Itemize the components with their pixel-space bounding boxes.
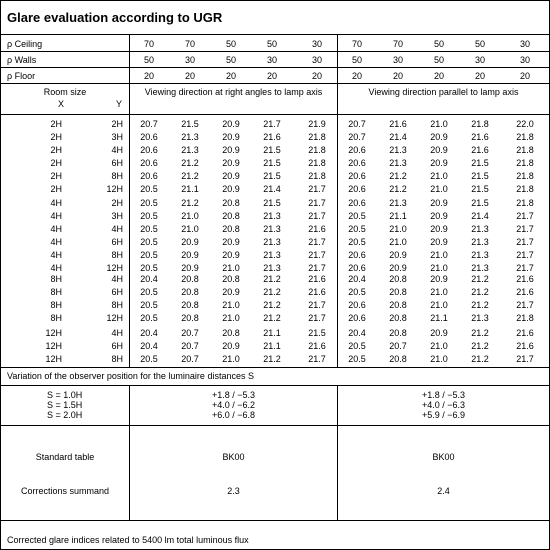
ugr-value: 20.8 xyxy=(389,287,407,297)
ugr-value: 21.3 xyxy=(389,158,407,168)
ugr-value: 20.6 xyxy=(348,300,366,310)
ugr-value: 21.2 xyxy=(181,171,199,181)
room-y: 4H xyxy=(111,274,123,284)
ugr-value: 21.8 xyxy=(516,198,534,208)
reflectance-value: 50 xyxy=(474,39,485,49)
variation-right: +6.0 / −6.8 xyxy=(211,410,256,420)
room-y: 6H xyxy=(111,237,123,247)
ugr-value: 21.7 xyxy=(516,224,534,234)
ugr-value: 21.1 xyxy=(430,313,448,323)
ugr-value: 20.9 xyxy=(430,211,448,221)
ugr-value: 21.8 xyxy=(516,145,534,155)
ugr-value: 21.8 xyxy=(516,184,534,194)
ugr-value: 20.5 xyxy=(140,263,158,273)
ugr-value: 20.8 xyxy=(181,274,199,284)
ugr-value: 20.8 xyxy=(181,313,199,323)
ugr-value: 20.5 xyxy=(140,300,158,310)
divider xyxy=(1,83,549,84)
ugr-value: 21.0 xyxy=(430,287,448,297)
ugr-value: 21.2 xyxy=(263,287,281,297)
ugr-value: 21.7 xyxy=(516,263,534,273)
ugr-value: 20.9 xyxy=(222,145,240,155)
variation-right: +1.8 / −5.3 xyxy=(211,390,256,400)
ugr-value: 21.2 xyxy=(471,354,489,364)
ugr-value: 20.7 xyxy=(348,119,366,129)
ugr-value: 20.5 xyxy=(348,341,366,351)
corrections-label: Corrections summand xyxy=(20,486,110,496)
room-y: 6H xyxy=(111,158,123,168)
ugr-value: 20.4 xyxy=(348,328,366,338)
reflectance-value: 30 xyxy=(311,55,322,65)
ugr-value: 21.0 xyxy=(430,184,448,194)
ugr-value: 20.8 xyxy=(181,287,199,297)
ugr-value: 21.0 xyxy=(222,313,240,323)
ugr-value: 21.0 xyxy=(181,211,199,221)
ugr-value: 20.6 xyxy=(140,132,158,142)
ugr-value: 20.5 xyxy=(140,287,158,297)
ugr-value: 21.4 xyxy=(471,211,489,221)
ugr-value: 21.8 xyxy=(308,132,326,142)
divider xyxy=(1,67,549,68)
ugr-value: 21.0 xyxy=(430,171,448,181)
ugr-value: 21.8 xyxy=(308,171,326,181)
ugr-value: 21.7 xyxy=(516,250,534,260)
ugr-value: 20.8 xyxy=(389,300,407,310)
room-x: 2H xyxy=(50,132,62,142)
ugr-value: 20.7 xyxy=(389,341,407,351)
ugr-value: 21.7 xyxy=(308,313,326,323)
ugr-value: 21.0 xyxy=(430,341,448,351)
divider xyxy=(1,51,549,52)
divider xyxy=(1,34,549,35)
ugr-value: 20.9 xyxy=(430,145,448,155)
ugr-value: 21.2 xyxy=(263,313,281,323)
variation-s: S = 1.0H xyxy=(47,390,83,400)
ugr-value: 21.0 xyxy=(222,263,240,273)
ugr-value: 20.8 xyxy=(222,198,240,208)
room-y: 2H xyxy=(111,119,123,129)
reflectance-value: 20 xyxy=(474,71,485,81)
ugr-value: 21.2 xyxy=(181,198,199,208)
ugr-value: 21.0 xyxy=(222,300,240,310)
reflectance-value: 30 xyxy=(519,55,530,65)
ugr-value: 20.8 xyxy=(389,313,407,323)
ugr-value: 20.9 xyxy=(430,274,448,284)
room-y: 8H xyxy=(111,250,123,260)
variation-s: S = 1.5H xyxy=(47,400,83,410)
ugr-value: 21.4 xyxy=(263,184,281,194)
room-x: 4H xyxy=(50,237,62,247)
ugr-value: 20.6 xyxy=(348,184,366,194)
ugr-value: 20.6 xyxy=(348,313,366,323)
divider xyxy=(1,114,549,115)
room-y: 6H xyxy=(111,287,123,297)
reflectance-value: 50 xyxy=(143,55,154,65)
ugr-value: 21.6 xyxy=(308,341,326,351)
ugr-value: 21.3 xyxy=(471,237,489,247)
ugr-value: 20.4 xyxy=(140,328,158,338)
ugr-value: 21.7 xyxy=(308,237,326,247)
ugr-value: 20.9 xyxy=(430,132,448,142)
ugr-value: 21.2 xyxy=(263,354,281,364)
ugr-value: 21.5 xyxy=(471,198,489,208)
ugr-value: 21.2 xyxy=(471,341,489,351)
room-x: 8H xyxy=(50,287,62,297)
ugr-value: 20.8 xyxy=(181,300,199,310)
ugr-value: 21.3 xyxy=(389,198,407,208)
ugr-value: 20.8 xyxy=(222,211,240,221)
reflectance-value: 20 xyxy=(351,71,362,81)
ugr-value: 21.8 xyxy=(471,119,489,129)
ugr-value: 20.9 xyxy=(222,158,240,168)
reflectance-value: 20 xyxy=(184,71,195,81)
ugr-value: 20.9 xyxy=(389,263,407,273)
room-x: 12H xyxy=(45,354,62,364)
variation-parallel: +5.9 / −6.9 xyxy=(421,410,466,420)
ugr-value: 20.9 xyxy=(181,263,199,273)
ugr-value: 20.5 xyxy=(348,237,366,247)
reflectance-value: 30 xyxy=(474,55,485,65)
ugr-value: 20.8 xyxy=(222,274,240,284)
ugr-value: 20.9 xyxy=(430,328,448,338)
ugr-value: 21.2 xyxy=(389,184,407,194)
ugr-value: 20.9 xyxy=(222,184,240,194)
ugr-value: 21.3 xyxy=(471,313,489,323)
variation-s: S = 2.0H xyxy=(47,410,83,420)
x-label: X xyxy=(57,99,64,109)
ugr-value: 21.6 xyxy=(389,119,407,129)
ugr-value: 21.4 xyxy=(389,132,407,142)
ugr-value: 21.3 xyxy=(263,263,281,273)
reflectance-value: 20 xyxy=(143,71,154,81)
ugr-value: 21.2 xyxy=(471,274,489,284)
ugr-value: 21.1 xyxy=(389,211,407,221)
ugr-value: 21.0 xyxy=(430,354,448,364)
ugr-value: 21.3 xyxy=(263,224,281,234)
ugr-value: 21.8 xyxy=(516,171,534,181)
ugr-value: 21.7 xyxy=(516,211,534,221)
ugr-value: 21.7 xyxy=(308,211,326,221)
ugr-value: 21.9 xyxy=(308,119,326,129)
ugr-value: 21.5 xyxy=(471,171,489,181)
ugr-value: 21.5 xyxy=(471,184,489,194)
ugr-value: 20.9 xyxy=(430,198,448,208)
room-x: 8H xyxy=(50,313,62,323)
ugr-value: 21.7 xyxy=(516,354,534,364)
room-x: 2H xyxy=(50,184,62,194)
ugr-value: 20.9 xyxy=(430,158,448,168)
ugr-value: 20.9 xyxy=(430,237,448,247)
reflectance-value: 50 xyxy=(351,55,362,65)
ugr-value: 21.8 xyxy=(308,158,326,168)
page-title: Glare evaluation according to UGR xyxy=(7,10,223,25)
room-x: 2H xyxy=(50,171,62,181)
divider xyxy=(337,34,338,115)
room-y: 12H xyxy=(106,263,123,273)
ugr-value: 21.3 xyxy=(181,145,199,155)
standard-table-label: Standard table xyxy=(35,452,95,462)
reflectance-value: 50 xyxy=(433,55,444,65)
corrections-parallel: 2.4 xyxy=(437,486,450,496)
ugr-value: 21.6 xyxy=(308,274,326,284)
ugr-value: 21.2 xyxy=(181,158,199,168)
ugr-value: 21.2 xyxy=(263,300,281,310)
ugr-value: 21.6 xyxy=(471,132,489,142)
variation-label: Variation of the observer position for the luminaire distances S xyxy=(7,371,254,381)
room-y: 12H xyxy=(106,313,123,323)
room-y: 3H xyxy=(111,211,123,221)
reflectance-value: 30 xyxy=(392,55,403,65)
ugr-value: 20.8 xyxy=(222,224,240,234)
room-x: 12H xyxy=(45,341,62,351)
ugr-value: 20.5 xyxy=(140,211,158,221)
ugr-value: 20.9 xyxy=(222,237,240,247)
ugr-value: 20.9 xyxy=(222,341,240,351)
ugr-value: 21.8 xyxy=(516,132,534,142)
reflectance-value: 30 xyxy=(184,55,195,65)
ugr-value: 21.0 xyxy=(222,354,240,364)
ugr-value: 20.7 xyxy=(181,341,199,351)
ugr-value: 21.0 xyxy=(389,237,407,247)
ugr-value: 21.8 xyxy=(516,158,534,168)
ugr-value: 21.5 xyxy=(263,145,281,155)
reflectance-value: 70 xyxy=(351,39,362,49)
ugr-value: 20.7 xyxy=(140,119,158,129)
ugr-value: 21.6 xyxy=(263,132,281,142)
ugr-value: 21.0 xyxy=(430,250,448,260)
reflectance-value: 50 xyxy=(225,55,236,65)
ugr-value: 20.9 xyxy=(222,132,240,142)
divider xyxy=(1,520,549,521)
ugr-value: 20.6 xyxy=(140,171,158,181)
ugr-value: 21.5 xyxy=(471,158,489,168)
view-parallel-header: Viewing direction parallel to lamp axis xyxy=(368,87,519,97)
ugr-value: 20.7 xyxy=(348,132,366,142)
footer-note: Corrected glare indices related to 5400 lm total luminous flux xyxy=(7,535,249,545)
ugr-value: 21.1 xyxy=(181,184,199,194)
ugr-value: 21.5 xyxy=(181,119,199,129)
reflectance-value: 20 xyxy=(225,71,236,81)
ugr-value: 20.6 xyxy=(348,145,366,155)
ugr-value: 20.5 xyxy=(140,198,158,208)
room-x: 2H xyxy=(50,145,62,155)
standard-table-parallel: BK00 xyxy=(432,452,455,462)
ugr-value: 21.8 xyxy=(308,145,326,155)
ugr-value: 20.6 xyxy=(348,250,366,260)
ugr-value: 21.7 xyxy=(308,250,326,260)
ugr-value: 20.5 xyxy=(348,354,366,364)
ugr-value: 20.8 xyxy=(389,274,407,284)
room-x: 2H xyxy=(50,119,62,129)
reflectance-label: ρ Ceiling xyxy=(7,39,43,49)
ugr-value: 20.9 xyxy=(222,287,240,297)
room-y: 6H xyxy=(111,341,123,351)
ugr-value: 20.5 xyxy=(348,287,366,297)
ugr-value: 20.9 xyxy=(181,250,199,260)
divider xyxy=(1,367,549,368)
ugr-value: 21.6 xyxy=(471,145,489,155)
room-size-label: Room size xyxy=(43,87,87,97)
ugr-value: 20.7 xyxy=(181,354,199,364)
ugr-value: 21.8 xyxy=(516,313,534,323)
reflectance-value: 20 xyxy=(392,71,403,81)
ugr-value: 21.0 xyxy=(430,300,448,310)
room-x: 8H xyxy=(50,274,62,284)
standard-table-right: BK00 xyxy=(222,452,245,462)
ugr-value: 21.0 xyxy=(430,119,448,129)
room-x: 8H xyxy=(50,300,62,310)
room-x: 4H xyxy=(50,263,62,273)
ugr-value: 21.3 xyxy=(389,145,407,155)
room-y: 4H xyxy=(111,145,123,155)
reflectance-value: 70 xyxy=(392,39,403,49)
ugr-value: 20.6 xyxy=(140,145,158,155)
room-y: 4H xyxy=(111,224,123,234)
room-x: 12H xyxy=(45,328,62,338)
room-x: 4H xyxy=(50,211,62,221)
ugr-value: 20.5 xyxy=(140,184,158,194)
view-right-angles-header: Viewing direction at right angles to lamp axis xyxy=(144,87,323,97)
ugr-value: 21.7 xyxy=(308,184,326,194)
ugr-value: 20.8 xyxy=(389,354,407,364)
room-y: 8H xyxy=(111,300,123,310)
ugr-value: 21.7 xyxy=(516,237,534,247)
ugr-value: 21.6 xyxy=(308,224,326,234)
ugr-value: 21.5 xyxy=(308,328,326,338)
ugr-value: 21.7 xyxy=(516,300,534,310)
reflectance-value: 30 xyxy=(519,39,530,49)
ugr-value: 20.6 xyxy=(348,171,366,181)
ugr-value: 20.9 xyxy=(222,250,240,260)
variation-parallel: +1.8 / −5.3 xyxy=(421,390,466,400)
ugr-value: 20.5 xyxy=(140,313,158,323)
ugr-value: 21.5 xyxy=(263,158,281,168)
ugr-value: 21.3 xyxy=(471,250,489,260)
ugr-value: 21.7 xyxy=(308,198,326,208)
ugr-value: 20.7 xyxy=(181,328,199,338)
ugr-value: 20.9 xyxy=(181,237,199,247)
reflectance-value: 20 xyxy=(311,71,322,81)
ugr-value: 20.6 xyxy=(348,198,366,208)
variation-parallel: +4.0 / −6.3 xyxy=(421,400,466,410)
reflectance-value: 30 xyxy=(311,39,322,49)
ugr-value: 20.5 xyxy=(140,237,158,247)
reflectance-value: 20 xyxy=(519,71,530,81)
ugr-value: 21.3 xyxy=(263,237,281,247)
ugr-value: 21.7 xyxy=(308,354,326,364)
ugr-value: 20.5 xyxy=(140,224,158,234)
ugr-value: 20.9 xyxy=(389,250,407,260)
reflectance-value: 50 xyxy=(225,39,236,49)
y-label: Y xyxy=(115,99,122,109)
ugr-value: 21.3 xyxy=(263,211,281,221)
room-y: 12H xyxy=(106,184,123,194)
ugr-value: 20.6 xyxy=(348,263,366,273)
ugr-value: 21.2 xyxy=(471,287,489,297)
variation-right: +4.0 / −6.2 xyxy=(211,400,256,410)
room-x: 4H xyxy=(50,250,62,260)
reflectance-label: ρ Floor xyxy=(7,71,36,81)
corrections-right: 2.3 xyxy=(227,486,240,496)
ugr-value: 21.6 xyxy=(516,328,534,338)
ugr-value: 21.7 xyxy=(308,263,326,273)
reflectance-value: 30 xyxy=(266,55,277,65)
ugr-value: 21.0 xyxy=(430,263,448,273)
reflectance-value: 20 xyxy=(433,71,444,81)
room-y: 8H xyxy=(111,354,123,364)
ugr-value: 21.7 xyxy=(308,300,326,310)
ugr-value: 21.3 xyxy=(471,263,489,273)
ugr-value: 20.9 xyxy=(222,119,240,129)
ugr-value: 21.0 xyxy=(181,224,199,234)
room-y: 8H xyxy=(111,171,123,181)
room-x: 4H xyxy=(50,198,62,208)
reflectance-value: 50 xyxy=(266,39,277,49)
room-x: 4H xyxy=(50,224,62,234)
ugr-value: 20.5 xyxy=(140,354,158,364)
ugr-value: 20.6 xyxy=(348,158,366,168)
reflectance-value: 50 xyxy=(433,39,444,49)
ugr-value: 21.6 xyxy=(308,287,326,297)
ugr-value: 21.0 xyxy=(389,224,407,234)
ugr-value: 21.6 xyxy=(516,341,534,351)
ugr-value: 21.7 xyxy=(263,119,281,129)
ugr-value: 20.4 xyxy=(140,341,158,351)
ugr-value: 20.8 xyxy=(389,328,407,338)
ugr-value: 20.4 xyxy=(140,274,158,284)
reflectance-value: 70 xyxy=(184,39,195,49)
ugr-value: 21.3 xyxy=(181,132,199,142)
ugr-value: 20.9 xyxy=(222,171,240,181)
room-y: 2H xyxy=(111,198,123,208)
divider xyxy=(129,114,130,367)
room-x: 2H xyxy=(50,158,62,168)
divider xyxy=(1,385,549,386)
divider xyxy=(1,425,549,426)
reflectance-value: 20 xyxy=(266,71,277,81)
room-y: 4H xyxy=(111,328,123,338)
ugr-value: 21.5 xyxy=(263,171,281,181)
ugr-value: 21.5 xyxy=(263,198,281,208)
ugr-value: 21.2 xyxy=(263,274,281,284)
ugr-value: 21.2 xyxy=(471,328,489,338)
ugr-value: 21.2 xyxy=(389,171,407,181)
ugr-value: 20.5 xyxy=(348,224,366,234)
ugr-value: 21.6 xyxy=(516,287,534,297)
ugr-value: 22.0 xyxy=(516,119,534,129)
room-y: 3H xyxy=(111,132,123,142)
ugr-value: 20.4 xyxy=(348,274,366,284)
ugr-value: 20.8 xyxy=(222,328,240,338)
ugr-value: 21.3 xyxy=(471,224,489,234)
divider xyxy=(337,114,338,367)
ugr-value: 20.9 xyxy=(430,224,448,234)
ugr-value: 21.6 xyxy=(516,274,534,284)
reflectance-value: 70 xyxy=(143,39,154,49)
ugr-value: 20.5 xyxy=(140,250,158,260)
ugr-value: 21.1 xyxy=(263,341,281,351)
ugr-value: 21.1 xyxy=(263,328,281,338)
ugr-value: 21.3 xyxy=(263,250,281,260)
ugr-value: 20.5 xyxy=(348,211,366,221)
reflectance-label: ρ Walls xyxy=(7,55,37,65)
ugr-value: 20.6 xyxy=(140,158,158,168)
ugr-value: 21.2 xyxy=(471,300,489,310)
